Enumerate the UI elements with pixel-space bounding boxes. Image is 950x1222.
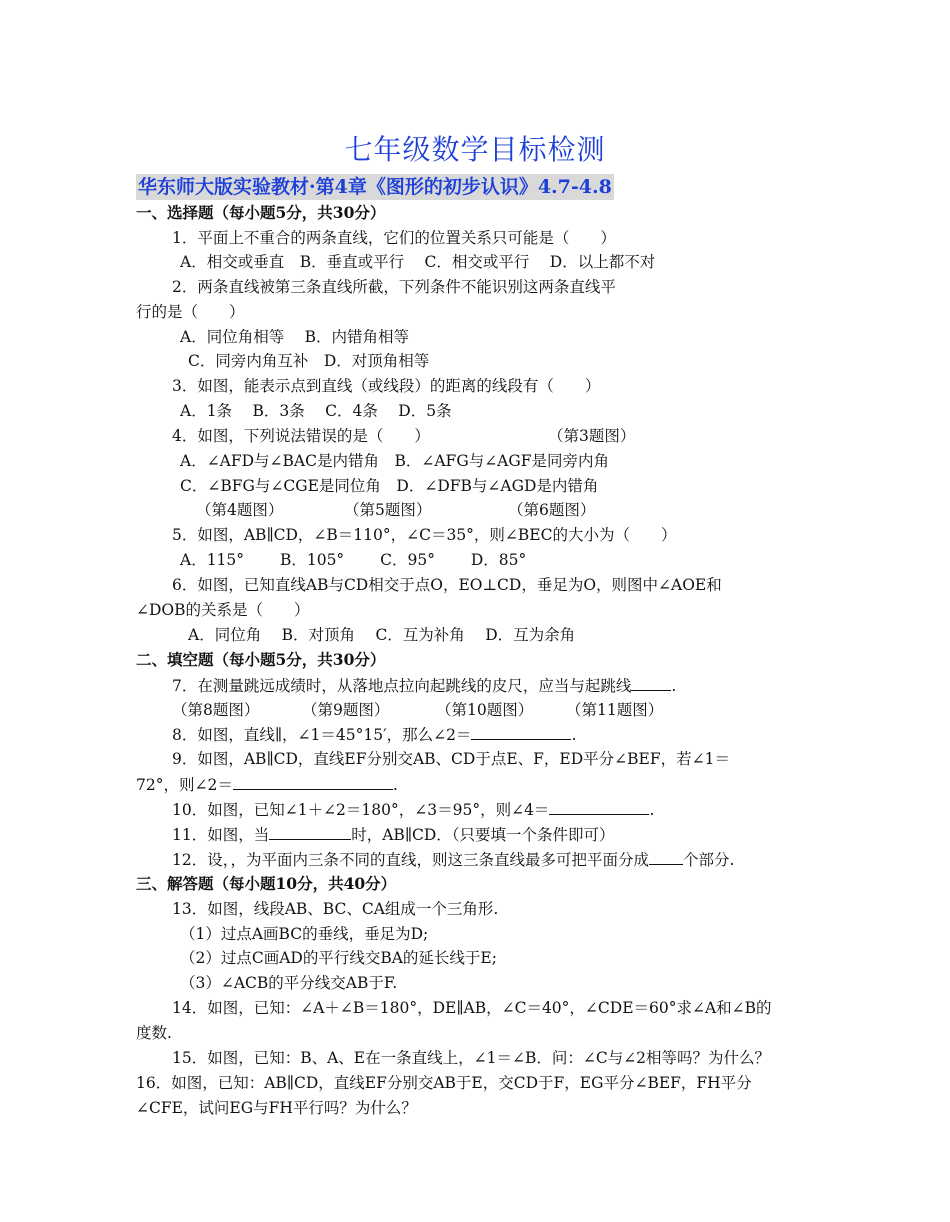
question-4: 4．如图，下列说法错误的是（ ） bbox=[172, 427, 430, 445]
question-11 bbox=[172, 824, 615, 845]
question-6-line2: ∠DOB的关系是（ ） bbox=[136, 601, 310, 619]
question-11-text: 11．如图，当 bbox=[172, 826, 270, 844]
page-subtitle: 华东师大版实验教材·第4章《图形的初步认识》4.7-4.8 bbox=[138, 176, 612, 198]
question-6-options: A．同位角 B．对顶角 C．互为补角 D．互为余角 bbox=[188, 626, 576, 644]
question-10-text: 10．如图，已知∠1＋∠2＝180°，∠3＝95°，则∠4＝ bbox=[172, 801, 550, 819]
question-8 bbox=[172, 724, 576, 745]
question-7 bbox=[172, 675, 676, 696]
question-7-end: . bbox=[671, 677, 677, 695]
figure-4-caption: （第4题图） bbox=[196, 501, 284, 519]
question-14-line2: 度数. bbox=[136, 1024, 172, 1042]
question-2-options-1: A．同位角相等 B．内错角相等 bbox=[180, 328, 410, 346]
question-1: 1．平面上不重合的两条直线，它们的位置关系只可能是（ ） bbox=[172, 229, 616, 247]
question-10 bbox=[172, 799, 654, 820]
question-12 bbox=[172, 849, 734, 870]
answer-blank bbox=[233, 774, 393, 790]
question-2-line1: 2．两条直线被第三条直线所截，下列条件不能识别这两条直线平 bbox=[172, 278, 616, 296]
answer-blank bbox=[631, 675, 671, 691]
figure-8-caption: （第8题图） bbox=[172, 701, 260, 719]
question-4-options-2: C．∠BFG与∠CGE是同位角 D．∠DFB与∠AGD是内错角 bbox=[180, 477, 599, 495]
question-8-end: . bbox=[571, 726, 577, 744]
page-title: 七年级数学目标检测 bbox=[344, 133, 606, 166]
figure-6-caption: （第6题图） bbox=[508, 501, 596, 519]
question-9-line1: 9．如图，AB∥CD，直线EF分别交AB、CD于点E、F，ED平分∠BEF，若∠1＝ bbox=[172, 750, 730, 768]
question-13-part-3: （3）∠ACB的平分线交AB于F. bbox=[180, 974, 398, 992]
question-16-line1: 16．如图，已知：AB∥CD，直线EF分别交AB于E，交CD于F，EG平分∠BEF，FH平分 bbox=[136, 1074, 752, 1092]
question-12-end: 个部分. bbox=[682, 851, 735, 869]
section-choice-heading: 一、选择题（每小题5分，共30分） bbox=[136, 203, 386, 222]
answer-blank bbox=[649, 849, 683, 865]
question-10-end: . bbox=[649, 801, 655, 819]
figure-11-caption: （第11题图） bbox=[566, 701, 664, 719]
figure-9-caption: （第9题图） bbox=[302, 701, 390, 719]
answer-blank bbox=[471, 724, 571, 740]
question-13-part-2: （2）过点C画AD的平行线交BA的延长线于E; bbox=[180, 949, 497, 967]
section-fill-heading: 二、填空题（每小题5分，共30分） bbox=[136, 650, 386, 669]
question-5: 5．如图，AB∥CD，∠B＝110°，∠C＝35°，则∠BEC的大小为（ ） bbox=[172, 526, 677, 544]
question-2-line2: 行的是（ ） bbox=[136, 303, 245, 321]
question-9-end: . bbox=[392, 776, 398, 794]
question-1-options: A．相交或垂直 B．垂直或平行 C．相交或平行 D．以上都不对 bbox=[180, 253, 656, 271]
question-12-text: 12．设，，为平面内三条不同的直线，则这三条直线最多可把平面分成 bbox=[172, 851, 649, 869]
question-13-part-1: （1）过点A画BC的垂线，垂足为D; bbox=[180, 925, 429, 943]
question-2-options-2: C．同旁内角互补 D．对顶角相等 bbox=[188, 352, 430, 370]
question-6-line1: 6．如图，已知直线AB与CD相交于点O，EO⊥CD，垂足为O，则图中∠AOE和 bbox=[172, 576, 722, 594]
question-7-text: 7．在测量跳远成绩时，从落地点拉向起跳线的皮尺，应当与起跳线 bbox=[172, 677, 632, 695]
figure-10-caption: （第10题图） bbox=[436, 701, 534, 719]
question-5-options: A．115° B．105° C．95° D．85° bbox=[180, 551, 527, 569]
question-11-end: 时，AB∥CD．（只要填一个条件即可） bbox=[351, 826, 615, 844]
figure-5-caption: （第5题图） bbox=[344, 501, 432, 519]
question-13: 13．如图，线段AB、BC、CA组成一个三角形. bbox=[172, 900, 499, 918]
answer-blank bbox=[549, 799, 649, 815]
question-16-line2: ∠CFE，试问EG与FH平行吗？为什么？ bbox=[136, 1099, 417, 1117]
question-14-line1: 14．如图，已知：∠A＋∠B＝180°，DE∥AB，∠C＝40°，∠CDE＝60°求∠A和∠B的 bbox=[172, 999, 772, 1017]
answer-blank bbox=[269, 824, 351, 840]
question-8-text: 8．如图，直线∥，∠1＝45°15′，那么∠2＝ bbox=[172, 726, 472, 744]
question-9-text: 72°，则∠2＝ bbox=[136, 776, 233, 794]
section-answer-heading: 三、解答题（每小题10分，共40分） bbox=[136, 874, 397, 893]
question-4-options-1: A．∠AFD与∠BAC是内错角 B．∠AFG与∠AGF是同旁内角 bbox=[180, 452, 610, 470]
question-9-line2 bbox=[136, 774, 398, 795]
question-15: 15．如图，已知：B、A、E在一条直线上，∠1＝∠B．问：∠C与∠2相等吗？为什么？ bbox=[172, 1049, 771, 1067]
question-3-options: A．1条 B．3条 C．4条 D．5条 bbox=[180, 402, 452, 420]
question-3: 3．如图，能表示点到直线（或线段）的距离的线段有（ ） bbox=[172, 377, 601, 395]
figure-3-caption: （第3题图） bbox=[548, 427, 636, 445]
